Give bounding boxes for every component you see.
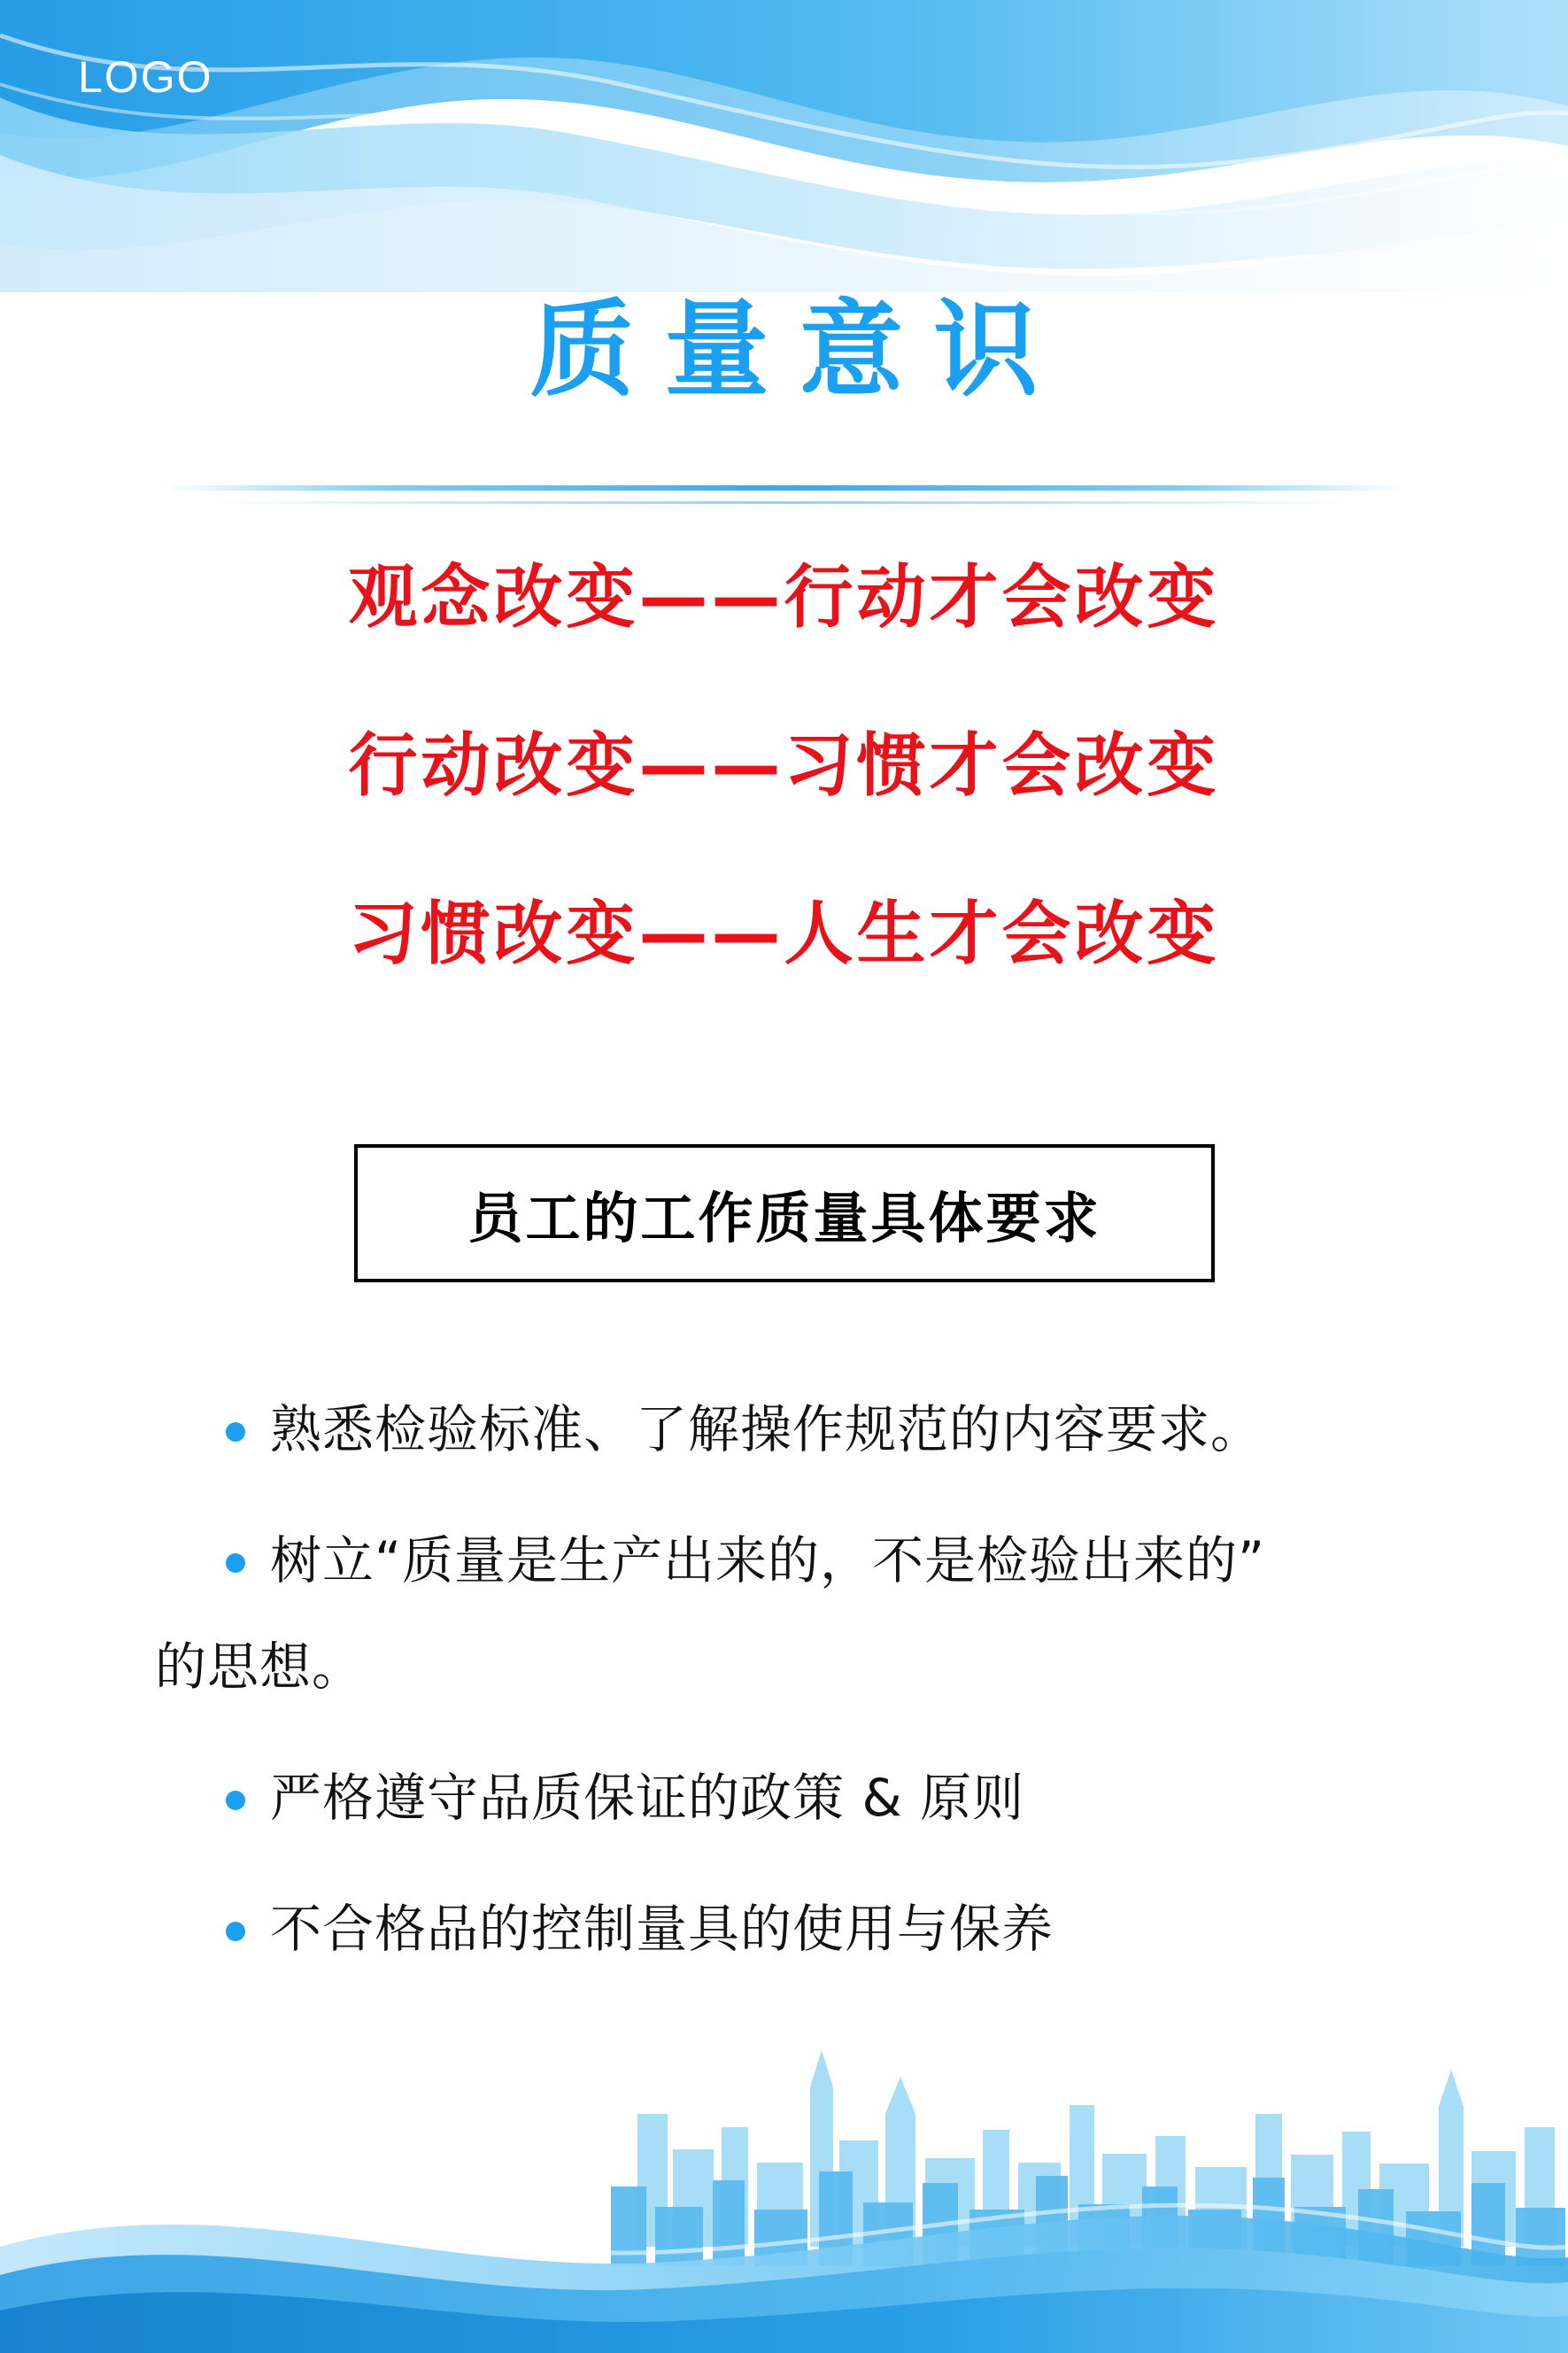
subtitle-text: 员工的工作质量具体要求 <box>467 1185 1101 1250</box>
bottom-skyline-decoration <box>0 1981 1568 2353</box>
list-item <box>155 1392 1439 1467</box>
title-divider <box>164 485 1403 491</box>
list-item <box>155 1523 1439 1704</box>
page-title: 质量意识 <box>529 289 1069 411</box>
bullet-dot-icon <box>226 1922 245 1941</box>
slogan-line-3: 习惯改变——人生才会改变 <box>348 894 1220 974</box>
bullet-dot-icon <box>226 1422 245 1442</box>
slogan-line-1: 观念改变——行动才会改变 <box>348 558 1220 638</box>
subtitle-box <box>354 1144 1215 1282</box>
title-divider-secondary <box>212 501 1355 504</box>
slogan-line-2: 行动改变——习惯才会改变 <box>348 726 1220 806</box>
bullet-dot-icon <box>226 1553 245 1573</box>
logo: LOGO <box>78 52 213 102</box>
list-item <box>155 1892 1439 1966</box>
list-item-text: 树立“质量是生产出来的，不是检验出来的” <box>270 1530 1266 1591</box>
slogan-group <box>0 558 1568 1068</box>
list-item <box>155 1761 1439 1835</box>
list-item-text: 不合格品的控制量具的使用与保养 <box>270 1899 1054 1960</box>
list-item-text-continuation: 的思想。 <box>155 1637 365 1698</box>
bullet-dot-icon <box>226 1791 245 1810</box>
list-item-text: 严格遵守品质保证的政策 & 原则 <box>270 1768 1025 1829</box>
list-item-text: 熟悉检验标准、了解操作规范的内容要求。 <box>270 1399 1263 1459</box>
top-wave-decoration <box>0 0 1568 292</box>
requirements-list <box>155 1392 1439 2023</box>
